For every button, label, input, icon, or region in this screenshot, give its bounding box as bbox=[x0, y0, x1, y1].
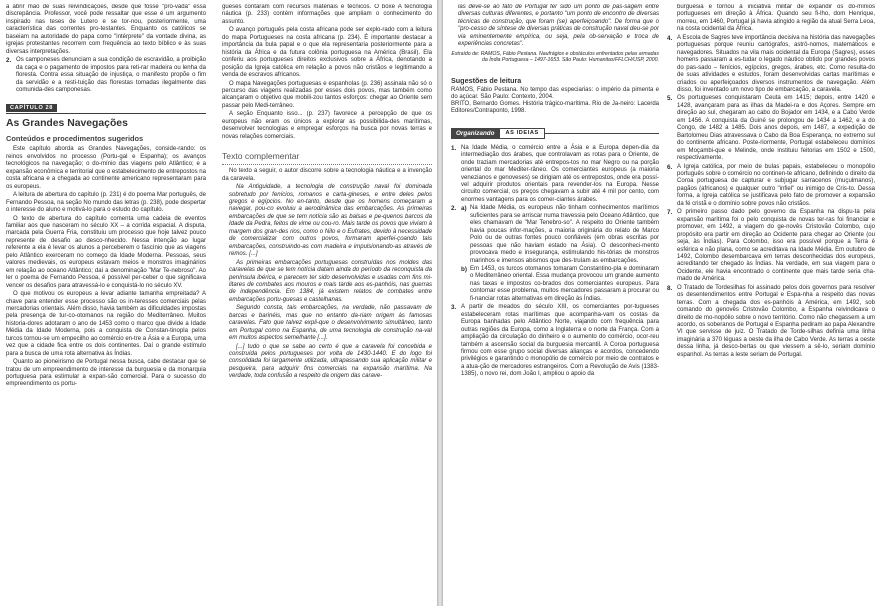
item-number: 2. bbox=[451, 205, 457, 213]
quote-block bbox=[451, 4, 659, 49]
intro-paragraph: a abrir mão de suas reivindicações, desde que fosse "pro-vada" essa discrepância. Professor, você pode ressaltar que esse é um argumento inspirado nas teses de Lutero e se tor-nou, posteriormente, uma característica das correntes pro-testantes. Enquanto os católicos se baseiam na autoridade do papa como "intérprete" da vontade divina, as igrejas protestantes recorrem com frequência ao texto bíblico e às suas diversas interpretações. bbox=[6, 4, 206, 55]
sub-item-a bbox=[461, 205, 659, 265]
chapter-title: As Grandes Navegações bbox=[6, 118, 128, 130]
body-paragraph: Quanto ao pioneirismo de Portugal nessa busca, cabe destacar que se tratou de um empreendimento de interesse da burguesia e da monarquia portuguesa para estimular a expan-são comercial. Para o sucesso do empreendimento os portu- bbox=[6, 359, 206, 388]
answer-item-6 bbox=[667, 164, 875, 209]
item-text: A Escola de Sagres teve importância decisiva na história das navegações portuguesas porque reuniu cartógrafos, astrô-nomos, matemáticos e navegadores. Situados na vila mais ocidental da Europa (Sagres), esses homens passaram a es-tudar o legado náutico obtido por grandes povos do pas-sado – fenícios, egípcios, gregos, árabes, etc. Como resulta-do de suas atividades e estudos, foram desenvolvidas cartas marítimas e criados ou aperfeiçoados diversos instrumentos de navegação. Além disso, foi inventado um novo tipo de embarcação, a caravela. bbox=[677, 34, 875, 93]
left-column-2 bbox=[222, 4, 432, 604]
chapter-header bbox=[6, 95, 206, 114]
reference-entry: RAMOS, Fábio Pestana. No tempo das especiarias: o império da pimenta e do açúcar. São Paulo: Contexto, 2004. bbox=[451, 86, 659, 100]
answer-item-7 bbox=[667, 209, 875, 284]
item-number: 4. bbox=[667, 34, 673, 42]
quote-paragraph: Na Antiguidade, a tecnologia de construção naval foi dominada sobretudo por fenícios, romanos e carta-gineses, e entre deles pelos gregos e egípcios. No en-tanto, desde que os homens começaram a navegar, pou-co evoluiu a aerodinâmica das embarcações. As primeiras embarcações de que se tem notícia são as balsas e pe-quenos barcos da Idade da Pedra, feitos de vime ou cou-ro. Mais tarde os povos que viviam à margem dos gran-des rios, como o Nilo e o Eufrates, devido à necessidade de comercializar com outros povos, formaram aperfei-çoando tais embarcações, construindo-as com madeira e impulsionando-as através de remos. [...] bbox=[229, 184, 432, 258]
item-number: 7. bbox=[667, 209, 673, 217]
reading-suggestions-title: Sugestões de leitura bbox=[451, 75, 522, 85]
quote-block bbox=[222, 184, 432, 381]
reference-entry: BRITO, Bernardo Gomes. História trágico-marítima. Rio de Ja-neiro: Lacerda Editores/Contraponto, 1998. bbox=[451, 101, 659, 115]
item-number: 1. bbox=[451, 144, 457, 152]
left-column-1 bbox=[6, 4, 206, 604]
item-text: Na Idade Média, o comércio entre a Ásia e a Europa depen-dia da intermediação dos árabes, que controlavam as rotas para o Oriente, de onde traziam mercadorias até entrepos-tos no mar Negro ou na porção oriental do mar Mediter-râneo. Os comerciantes europeus (a maioria venezianos e genoveses) se dirigiam até os entrepostos, onde era possí-vel adquirir produtos orientais para revender-los na Europa. Nesse circuito comercial, os preços chegavam a subir até 4 mil por cento, com enormes vantagens para os comer-ciantes árabes. bbox=[461, 144, 659, 203]
body-paragraph: Este capítulo aborda as Grandes Navegações, conside-rando: os reinos envolvidos no processo (Portu-gal e Espanha); os avanços tecnológicos na navegação; o do-mínio das viagens pelo Atlântico; e a expansão econômica e territorial que o estabelecimento de entrepostos na costa africana e a chegada ao continente americano representaram para os europeus. bbox=[6, 146, 206, 190]
right-column-1 bbox=[451, 4, 659, 604]
sub-item-label: b) bbox=[461, 265, 467, 273]
header-rule bbox=[545, 133, 659, 134]
answer-item-1 bbox=[451, 145, 659, 205]
ideas-tag: AS IDEIAS bbox=[499, 128, 544, 139]
answer-item-8 bbox=[667, 285, 875, 360]
answer-item-4 bbox=[667, 35, 875, 95]
box-rule bbox=[222, 164, 432, 165]
chapter-rule bbox=[6, 113, 206, 114]
item-number: 8. bbox=[667, 284, 673, 292]
body-paragraph: A seção Enquanto isso... (p. 237) favorece a percepção de que os europeus não eram os únicos a explorar as possibilida-des marítimas, desenvolver tecnologias e empregar esforços na busca por novas terras e novas relações comerciais. bbox=[222, 111, 432, 140]
sub-item-text: Na Idade Média, os europeus não tinham conhecimentos marítimos suficientes para se arriscar numa travessia pelo Oceano Atlântico, que eles chamavam de "Mar Tenebro-so". A respeito do Oriente também havia poucas infor-mações, a maioria originária do relato de Marco Polo ou de outras fontes pouco confiáveis (em obras escritas por pessoas que não haviam estado na Ásia). O desconheci-mento provocava medo e insegurança, estimulando his-tórias de monstros marinhos e imensos abismos que des-truíam as embarcações. bbox=[470, 205, 659, 264]
quote-paragraph: [...] tudo o que se sabe ao certo é que a caravela foi concebida e construída pelos portugueses por volta de 1430-1440. E do logo foi consolidada foi largamente utilizada, ultrapassando sua aplicação militar e pesqueira, para adquirir fins comerciais na expansão marítima. Na verdade, toda confusão a respeito da origem das carave- bbox=[229, 343, 432, 380]
body-paragraph: O avanço português pela costa africana pode ser explo-rado com a leitura do mapa Portugueses na costa africana (p. 234). É importante destacar a importância da bula papal e o que ela representaria posteriormente para a história da África e da futura colônia portuguesa na América (Brasil). Ela conferiu aos portugueses direitos exclusivos sobre a África, denotando a posição da Igreja católica em relação a povos não cristãos e legitimando a venda de escravos africanos. bbox=[222, 27, 432, 79]
organizing-ideas-header bbox=[451, 128, 659, 139]
continued-paragraph: burguesia e tornou a iniciativa militar de expandir os do-mínios portugueses em direção à África. Quando seu fi-lho, dom Henrique, morreu, em 1460, Portugal já havia atingido a região da atual Serra Leoa, na costa ocidental da África. bbox=[677, 4, 875, 33]
left-page bbox=[0, 0, 437, 606]
chapter-label: CAPÍTULO 28 bbox=[6, 104, 57, 112]
sub-item-b bbox=[461, 266, 659, 303]
item-number: 5. bbox=[667, 95, 673, 103]
item-number: 3. bbox=[451, 304, 457, 312]
quote-paragraph: Segundo consta, tais embarcações, na verdade, não passavam de barcas e barinéis, mas que no entanto da-riam origem às famosas caravelas. Fato que talvez expli-que o desenvolvimento simultâneo, tanto em Portugal como na Espanha, de uma tecnologia de construção na-val em muitos aspectos semelhante [...]. bbox=[229, 305, 432, 342]
item-text: O Tratado de Tordesilhas foi assinado pelos dois governos para resolver os desentendimentos entre Portugal e Espa-nha a respeito das novas terras. Com a chegada dos es-panhóis à América, em 1492, sob comando do genovês Cristovão Colombo, a Espanha reivindicava o direito de mo-nopólio sobre o novo território. Como não chegassem a um acordo, os soberanos de Portugal e Espanha pediram ao papa Alexandre VI que servisse de juiz. O Tratado de Torde-silhas definia uma linha imaginária a 370 léguas a oeste da ilha de Cabo Verde. As terras a oeste dessa linha, já desco-bertas ou que viessem a sê-lo, seriam domínio espanhol. As terras a leste seriam de Portugal. bbox=[677, 284, 875, 358]
item-text: O primeiro passo dado pelo governo da Espanha na dispu-ta pela expansão marítima foi o pelo conquista de novas ter-ras foi financiar e promover, em 1492, a viagem do ge-novês Cristovão Colombo, cujo propósito era partir em direção ao Ocidente para chegar ao Oriente (ou seja, às Índias). Para Colombo, isso era possível porque a Terra é esférica e não plana, como se acreditava na Idade Média. Em outubro de 1492, Colombo desembarcava em terras desconhecidas dos europeus, acreditando ter chegado às Índias. Na verdade, em sua viagem para o Ocidente, ele havia encontrado o continente que mais tarde seria cha-mado de América. bbox=[677, 209, 875, 283]
right-page bbox=[443, 0, 880, 606]
answer-item-3 bbox=[451, 304, 659, 379]
organizing-label: Organizando bbox=[451, 128, 499, 139]
quote-paragraph: As primeiras embarcações portuguesas construídas nos moldes das caravelas de que se tem notícia datam ainda do período da reconquista da península ibérica, e parecem ter sido desenvolvidas e usadas com fins mi-litares de combates aos mouros e mais tarde aos es-panhóis, nas guerras de independência. Em 1384, já existem relatos de combates entre embarcações portu-guesas e castelhanas. bbox=[229, 259, 432, 303]
item-text: A Igreja católica, por meio de bulas papais, estabeleceu o monopólio português sobre o comércio no continen-te africano, definindo o direito da Coroa portuguesa de capturar e subjugar sarracenos (muçulmanos), pagãos (africanos) e qualquer outro "infiel" ou inimigo de Cris-to. Dessa forma, a Igreja católica se justificava pelo fato de promover a expansão da fé cristã e o domínio sobre povos não cristãos. bbox=[677, 163, 875, 207]
body-paragraph: A leitura de abertura do capítulo (p. 231) é do poema Mar português, de Fernando Pessoa, na seção No mundo das letras (p. 238), pode despertar o interesse do aluno e motivá-lo para o estudo do capítulo. bbox=[6, 192, 206, 214]
answer-item-2 bbox=[451, 205, 659, 303]
body-paragraph: O que motivou os europeus a levar adiante tamanha empreitada? A chave para entender esse processo são os in-teresses comerciais pelas mercadorias orientais. Além disso, havia também as dificuldades impostas pela presença de tur-co-otomanos na região do Mediterrâneo. Muitos historia-dores adotaram o ano de 1453 como o marco que divide a Idade Média da Idade Moderna, pois a conquista de Constan-tinopla pelos turcos tornou-se um empecilho ao comércio en-tre a Ásia e a Europa, uma vez que a cidade fica entre os dois continentes. Daí o grande estímulo para a busca de uma rota alternativa às Índias. bbox=[6, 291, 206, 357]
body-paragraph: O texto de abertura do capítulo comenta uma cadeia de eventos familiar aos que nasceram no século XX – a corrida espacial. A disputa, marcada pela Guerra Fria, constituiu um processo que hoje talvez pouco represente de desafio ao desco-nhecido. Nessa intenção ao lugar referente a ela é levar os alunos a perceberem o fascínio que as viagens pelo Atlântico exerceram no começo da Idade Moderna. Pessoas, seus valores medievais, os europeus estavam meios e monstros imaginários em relação ao oceano Atlântico; daí a denominação "Mar Te-nebroso". Ao ler o poema de Fernando Pessoa, é possível per-ceber o que significava vencer os desafios para atravessá-lo e conquistá-lo no século XV. bbox=[6, 215, 206, 289]
answer-item-2 bbox=[6, 57, 206, 94]
item-number: 6. bbox=[667, 163, 673, 171]
body-paragraph: O mapa Navegações portuguesas e espanholas (p. 236) assinala não só o percurso das viagens realizadas por esses dois povos, mas também como alcançaram o objetivo que mobili-zou tantos esforços: chegar ao Oriente sem passar pelo Medi-terrâneo. bbox=[222, 80, 432, 109]
item-text: Os portugueses conquistaram Ceuta em 1415; depois, entre 1420 e 1428, avançaram para as ilhas da Madei-ra e dos Açores. Sempre em direção ao sul, chegaram ao cabo do Bojador em 1434, e a Cabo Verde em 1456. A conquista da Guiné se prolongou de 1434 a 1462, e a do Congo, de 1482 a 1485. Dois anos depois, em 1487, a expedição de Bartolomeu Dias atravessava o Cabo da Boa Esperança, no extremo sul do continente africano. Poste-riormente, Portugal estabeleceu domínios em Moçambi-que e Melinde, onde instituiu feitorias em 1502 e 1500, respectivamente. bbox=[677, 95, 875, 162]
item-text: Os camponeses denunciam a sua condição de escravidão, a proibição da caça e o pagamento de impostos para reti-rar madeira ou lenha da floresta. Contra essa situação de injustiça, o manifesto propõe o fim da servidão e a resti-tuição das florestas tomadas ilegalmente das comunida-des camponesas. bbox=[16, 57, 206, 93]
item-text: A partir de meados do século XIII, os comerciantes por-tugueses estabeleceram rotas marítimas que acompanha-vam os costas da Europa banhadas pelo Atlântico Norte, viajando com frequência para outras regiões da Europa, como a Inglaterra e o norte da França. Com a ampliação da circulação do dinheiro e o aumento do comércio, ocor-reu também a ascensão social da burguesia mercantil. A Coroa portuguesa firmou com esse grupo social diversas alianças e acordos, concedendo privilégios e garantindo o monopólio de comércio por meio de contratos e a atua-ção de mercadores estrangeiros. Com a Revolução de Avis (1383-1385), o novo rei, dom João I, ampliou o apoio da bbox=[461, 304, 659, 378]
quote-source: Extraído de: RAMOS, Fábio Pestana. Naufrágios e obstáculos enfrentados pelas armadas da Índia Portuguesa – 1497-1653. São Paulo: Humanitas/FFLCH/USP, 2000. bbox=[451, 50, 659, 64]
sub-item-text: Em 1453, os turcos otomanos tomaram Constantino-pla e dominaram o Mediterrâneo oriental. Essa mudança provocou um grande aumento nas taxas e impostos co-brados dos comerciantes europeus. Para contornar esse problema, muitos mercadores passaram a procurar ou fi-nanciar rotas alternativas em direção às Índias. bbox=[470, 265, 659, 302]
right-column-2 bbox=[667, 4, 875, 604]
answer-item-5 bbox=[667, 95, 875, 162]
sub-item-label: a) bbox=[461, 205, 467, 213]
box-intro: No texto a seguir, o autor discorre sobre a tecnologia náutica e a invenção da caravela. bbox=[222, 168, 432, 182]
quote-paragraph: las deve-se ao fato de Portugal ter sido um ponto de pas-sagem entre diversas culturas diferentes, e portanto "um ponto de encontro de diversas técnicas de construção, que foram (se) aperfeiçoando". De forma que o "pro-cesso de síntese de diversas práticas de construção naval deu-se por via eminentemente empírica, ou seja, pela ob-servação e troca de experiências concretas". bbox=[458, 4, 659, 48]
section-title: Conteúdos e procedimentos sugeridos bbox=[6, 134, 144, 144]
item-number: 2. bbox=[6, 57, 12, 65]
box-title: Texto complementar bbox=[222, 151, 300, 162]
body-paragraph: gueses contaram com recursos materiais e técnicos. O boxe A tecnologia náutica (p. 233) contém informações que ampliam o conhecimento do assunto. bbox=[222, 4, 432, 25]
